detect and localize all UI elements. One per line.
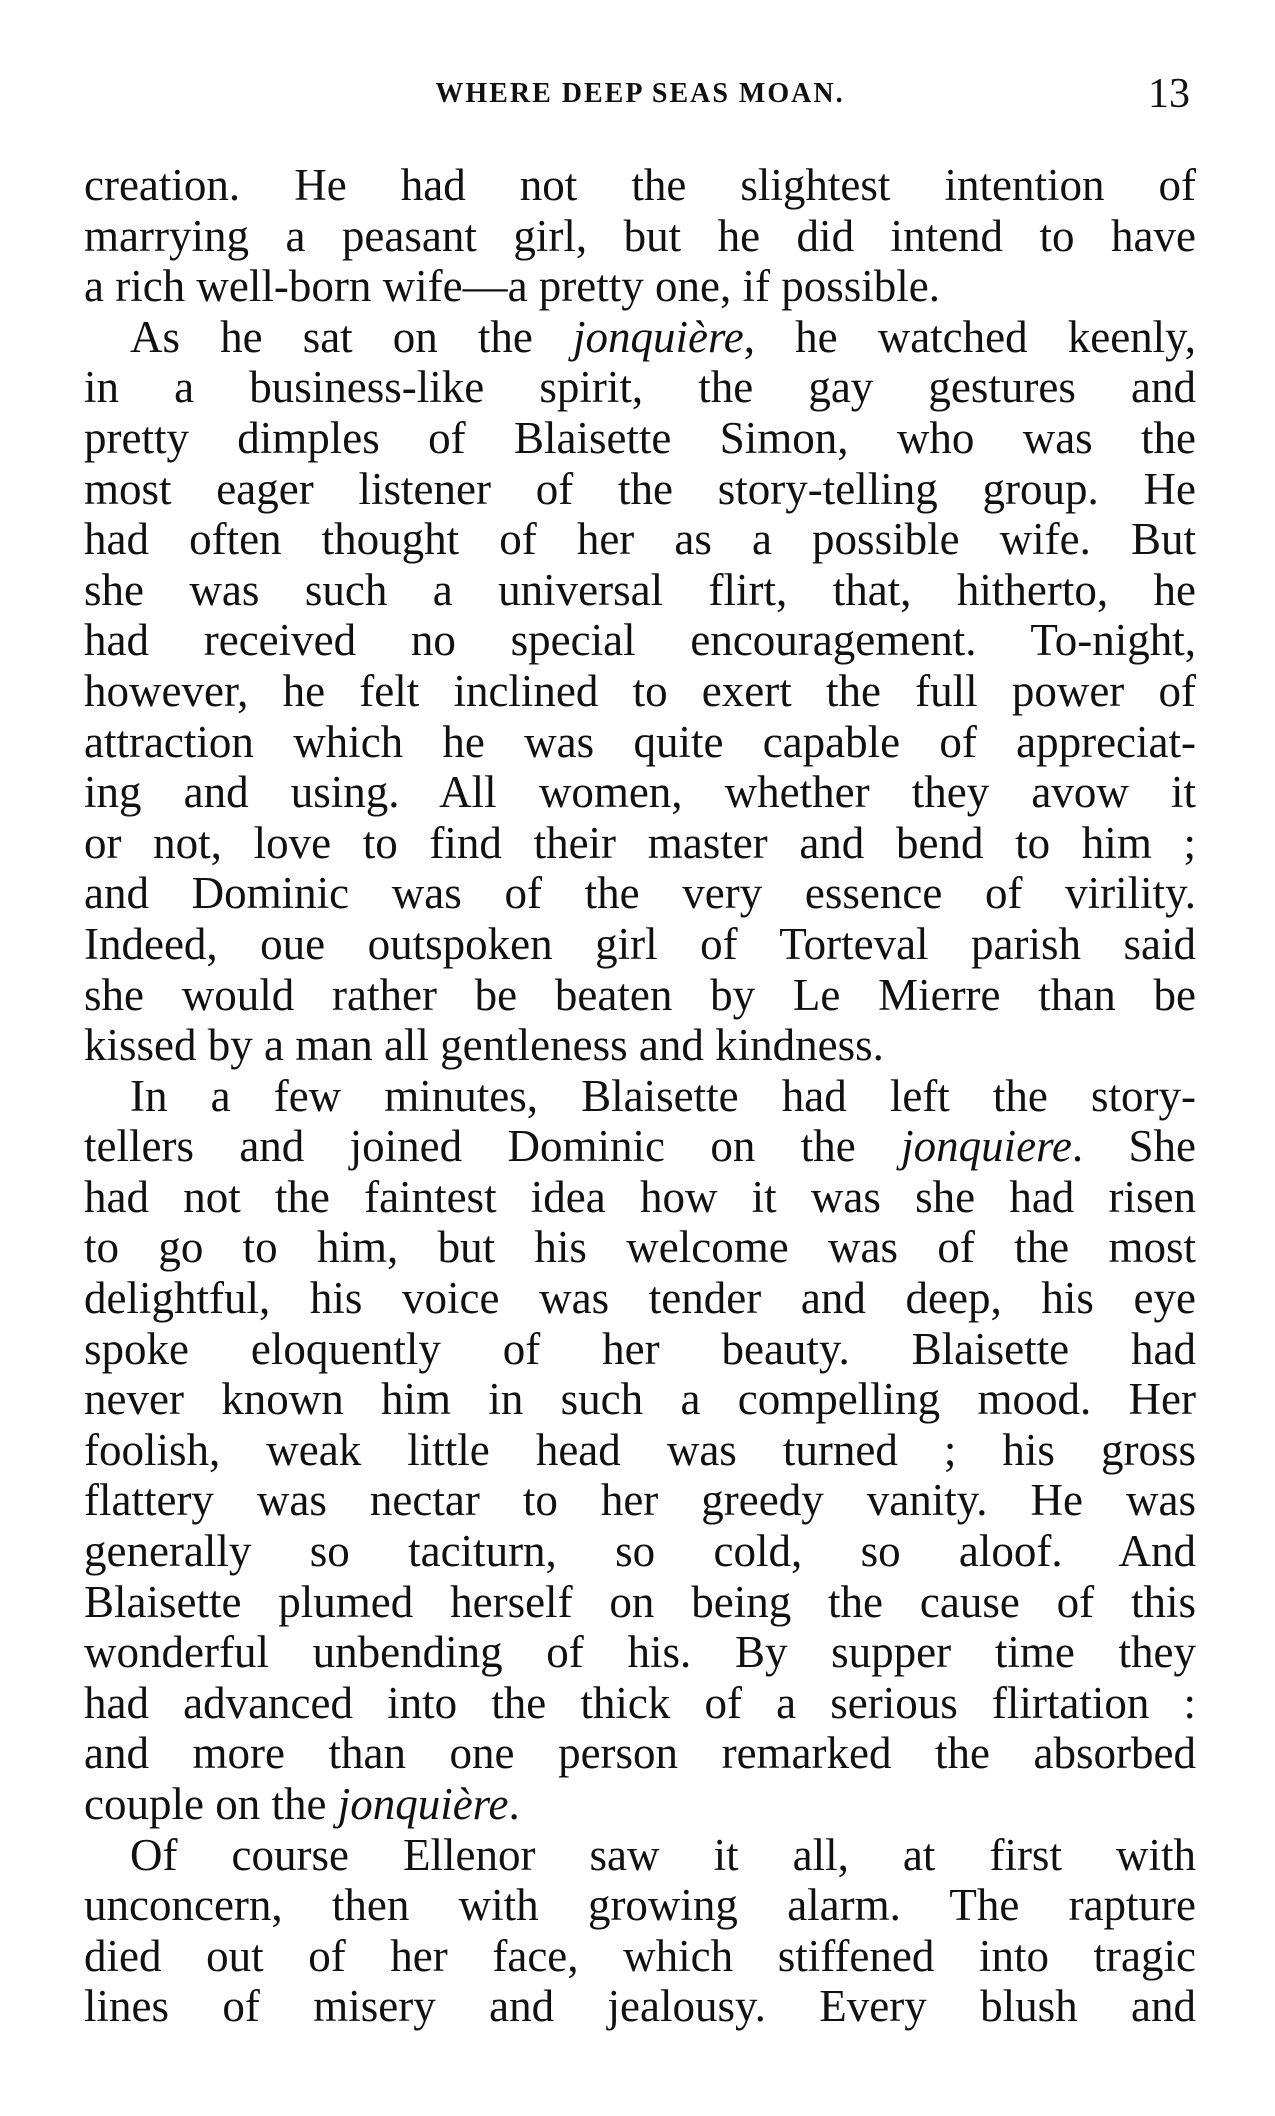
- text-line: spoke eloquently of her beauty. Blaisette had: [84, 1323, 1196, 1374]
- page-number: 13: [1148, 71, 1190, 117]
- italic-word: jonquière: [572, 311, 744, 362]
- text-line: Blaisette plumed herself on being the cause of this: [84, 1576, 1196, 1627]
- text-line: generally so taciturn, so cold, so aloof. And: [84, 1526, 1196, 1577]
- text-line: she would rather be beaten by Le Mierre than be: [84, 969, 1196, 1020]
- text-line: had not the faintest idea how it was she had risen: [84, 1171, 1196, 1222]
- text-line: kissed by a man all gentleness and kindness.: [84, 1020, 884, 1071]
- text-line: couple on the jonquière.: [84, 1779, 520, 1829]
- text-line: most eager listener of the story-telling group. He: [84, 463, 1196, 514]
- text-line: a rich well-born wife—a pretty one, if possible.: [84, 261, 940, 312]
- italic-word: jonquiere: [901, 1121, 1072, 1172]
- text-line: creation. He had not the slightest intention of: [84, 160, 1196, 210]
- text-line: tellers and joined Dominic on the jonquiere. She: [84, 1121, 1197, 1172]
- text-line: delightful, his voice was tender and deep, his eye: [84, 1273, 1196, 1324]
- text-line: flattery was nectar to her greedy vanity. He was: [84, 1475, 1196, 1526]
- text-line: Indeed, oue outspoken girl of Torteval parish said: [84, 918, 1196, 969]
- text-line: unconcern, then with growing alarm. The rapture: [84, 1880, 1196, 1931]
- body-text: [84, 160, 1196, 2032]
- running-title: WHERE DEEP SEAS MOAN.: [435, 78, 845, 109]
- text-line: had received no special encouragement. To-night,: [84, 615, 1196, 666]
- text-line: however, he felt inclined to exert the full power of: [84, 665, 1196, 716]
- running-head: [84, 70, 1196, 120]
- text-line: she was such a universal flirt, that, hitherto, he: [84, 564, 1196, 615]
- text-line: never known him in such a compelling mood. Her: [84, 1374, 1196, 1425]
- text-line: marrying a peasant girl, but he did intend to have: [84, 210, 1196, 261]
- text-line: wonderful unbending of his. By supper time they: [84, 1627, 1196, 1678]
- italic-word: jonquière: [337, 1779, 509, 1829]
- text-line: In a few minutes, Blaisette had left the story-: [130, 1070, 1196, 1121]
- text-line: lines of misery and jealousy. Every blush and: [84, 1981, 1196, 2032]
- text-line: died out of her face, which stiffened into tragic: [84, 1930, 1196, 1981]
- text-line: had advanced into the thick of a serious flirtation :: [84, 1677, 1196, 1728]
- text-line: and more than one person remarked the absorbed: [84, 1728, 1196, 1779]
- text-line: As he sat on the jonquière, he watched keenly,: [130, 311, 1196, 362]
- text-line: to go to him, but his welcome was of the most: [84, 1222, 1196, 1273]
- text-line: ing and using. All women, whether they avow it: [84, 767, 1196, 818]
- text-line: attraction which he was quite capable of appreciat-: [84, 716, 1196, 767]
- text-line: and Dominic was of the very essence of virility.: [84, 868, 1196, 919]
- text-line: Of course Ellenor saw it all, at first with: [130, 1829, 1196, 1880]
- text-line: foolish, weak little head was turned ; his gross: [84, 1424, 1196, 1475]
- text-line: in a business-like spirit, the gay gestures and: [84, 362, 1196, 413]
- text-line: pretty dimples of Blaisette Simon, who was the: [84, 412, 1196, 463]
- text-line: or not, love to find their master and bend to him ;: [84, 817, 1196, 868]
- text-line: had often thought of her as a possible wife. But: [84, 514, 1196, 565]
